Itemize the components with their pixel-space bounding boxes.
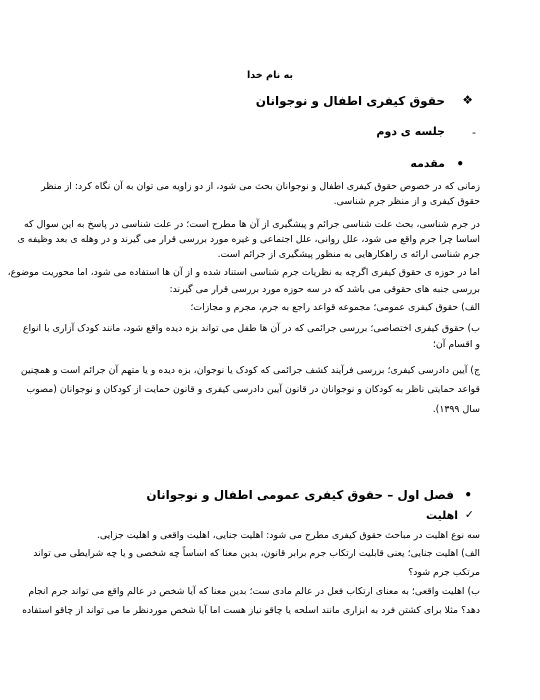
intro-line: سال ۱۳۹۹). [432,404,480,415]
body-line: الف) اهلیت جنایی؛ یعنی قابلیت ارتکاب جرم برابر قانون، بدین معنا که اساساً چه شخصی و یا چه شرایطی می تواند [33,548,480,559]
checkmark-icon: ✓ [464,508,474,521]
intro-line: اما در حوزه ی حقوق کیفری اگرچه به نظریات جرم شناسی استناد شده و از آن ها استفاده می شود، اما محوریت موضوع، [7,267,480,278]
intro-line: بررسی جنبه های حقوقی می باشد که در سه حوزه مورد بررسی قرار می گیرند: [169,284,480,295]
body-line: سه نوع اهلیت در مباحث حقوق کیفری مطرح می شود: اهلیت جنایی، اهلیت واقعی و اهلیت جزایی. [96,530,480,541]
circle-bullet-icon: • [456,157,464,171]
intro-line: در جرم شناسی، بحث علت شناسی جرائم و پیشگیری از آن ها مطرح است؛ در علت شناسی در پاسخ به این سوال که [23,219,480,230]
bismillah-heading: به نام خدا [246,70,294,81]
diamond-bullet-icon: ❖ [462,93,473,107]
intro-line: اساسا چرا جرم واقع می شود، علل روانی، علل اجتماعی و غیره مورد بررسی قرار می گیرند و در وهله ی بعد وظیفه ی [17,234,480,245]
intro-line: و اقسام آن؛ [432,339,480,350]
intro-line: زمانی که در خصوص حقوق کیفری اطفال و نوجوانان بحث می شود، از دو زاویه می توان به آن نگاه کرد: از منظر [41,181,480,192]
chapter-heading: فصل اول – حقوق کیفری عمومی اطفال و نوجوانان [146,488,454,502]
session-heading: جلسه ی دوم [376,125,445,138]
subsection-heading: اهلیت [425,509,458,522]
body-line: مرتکب جرم شود؟ [408,567,480,578]
intro-line: الف) حقوق کیفری عمومی؛ مجموعه قواعد راجع به جرم، مجرم و مجازات؛ [190,302,480,313]
intro-line: قواعد حمایتی ناظر به کودکان و نوجوانان در قانون آیین دادرسی کیفری و قانون حمایت از کودکان و نوجوانان (مصوب [26,384,480,395]
body-line: دهد؟ مثلا برای کشتن فرد به ابزاری مانند اسلحه یا چاقو نیاز هست اما آیا شخص موردنظر ما می تواند از چاقو استفاده [22,605,480,616]
circle-bullet-icon: • [464,488,472,502]
body-line: ب) اهلیت واقعی؛ به معنای ارتکاب فعل در عالم مادی ست؛ بدین معنا که آیا شخص در عالم واقع می تواند جرم انجام [28,586,480,597]
intro-line: ج) آیین دادرسی کیفری؛ بررسی فرآیند کشف جرائمی که کودک یا نوجوان، بزه دیده و یا متهم آن جرائم است و همچنین [20,365,480,376]
dash-bullet-icon: - [472,126,476,139]
intro-line: حقوق کیفری و از منظر جرم شناسی. [333,196,480,207]
intro-heading: مقدمه [410,157,445,170]
intro-line: ب) حقوق کیفری اختصاصی؛ بررسی جرائمی که در آن ها طفل می تواند بزه دیده واقع شود، مانند کودک آزاری با انواع [22,323,480,334]
document-title: حقوق کیفری اطفال و نوجوانان [255,94,445,108]
intro-line: جرم شناسی ارائه ی راهکارهایی به منظور پیشگیری از جرائم است. [217,249,480,260]
